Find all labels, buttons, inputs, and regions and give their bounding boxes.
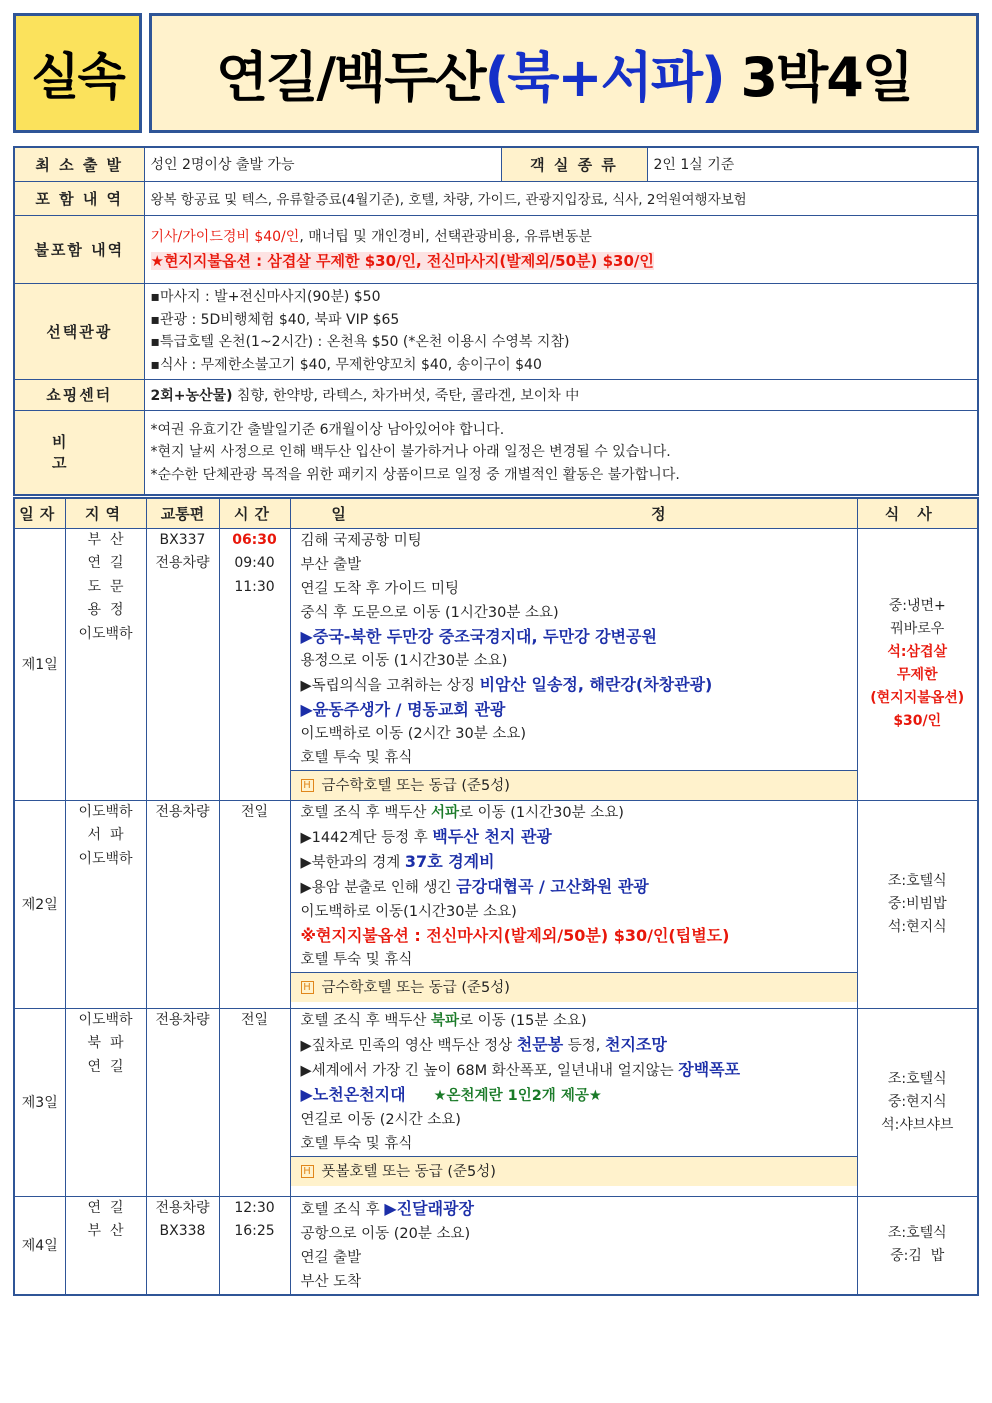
plan-line: 김해 국제공항 미팅 <box>300 532 422 549</box>
region: 연 길 <box>87 555 124 571</box>
title-main: 연길/백두산 <box>216 45 485 109</box>
remark-line: *현지 날씨 사정으로 인해 백두산 입산이 불가하거나 아래 일정은 변경될 수 있습니다. <box>150 444 671 460</box>
plan-line <box>291 673 857 698</box>
region: 이도백하 <box>78 850 133 867</box>
plan-option: ※현지지불옵션 : 전신마사지(발제외/50분) $30/인(팁별도) <box>300 925 730 945</box>
plan-text: 호텔 조식 후 백두산 <box>300 1012 431 1029</box>
region-cell <box>65 800 146 1008</box>
plan-line: 이도백하로 이동(1시간30분 소요) <box>300 903 517 920</box>
plan-line: 부산 도착 <box>300 1273 362 1290</box>
region: 부 산 <box>87 531 124 548</box>
min-departure-value: 성인 2명이상 출발 가능 <box>144 147 501 181</box>
hotel-name: 금수학호텔 또는 동급 (준5성) <box>321 979 510 996</box>
meal-option: 무제한 <box>896 667 938 683</box>
plan-highlight: 장백폭포 <box>678 1059 741 1079</box>
included-label: 포 함 내 역 <box>14 181 144 215</box>
transport: 전용차량 <box>155 1199 210 1216</box>
meal: 조:호텔식 <box>887 872 947 889</box>
plan-line: 호텔 투숙 및 휴식 <box>300 951 413 968</box>
min-departure-label: 최 소 출 발 <box>14 147 144 181</box>
page-title <box>149 13 979 133</box>
optional-item: ▪식사 : 무제한소불고기 $40, 무제한양꼬치 $40, 송이구이 $40 <box>150 356 542 373</box>
plan-text: 로 이동 (15분 소요) <box>459 1012 587 1029</box>
hotel-icon: H <box>301 779 314 792</box>
hotel-icon: H <box>301 981 314 994</box>
plan-line <box>291 1083 857 1108</box>
plan-line: 연길로 이동 (2시간 소요) <box>300 1111 461 1128</box>
plan-cell <box>290 1008 857 1196</box>
transport-cell <box>146 800 219 1008</box>
region: 북 파 <box>87 1035 124 1051</box>
meal: 조:호텔식 <box>887 1225 947 1242</box>
plan-text: ▶세계에서 가장 긴 높이 68M 화산폭포, 일년내내 얼지않는 <box>300 1062 679 1079</box>
meal-cell <box>857 528 978 800</box>
time-cell <box>219 1196 290 1295</box>
transport: 전용차량 <box>155 1011 210 1028</box>
meal-cell <box>857 1008 978 1196</box>
region: 이도백하 <box>78 803 133 820</box>
region-cell <box>65 1008 146 1196</box>
transport-cell <box>146 1196 219 1295</box>
excluded-label: 불포함 내역 <box>14 215 144 283</box>
shopping-value <box>144 379 978 410</box>
time: 09:40 <box>234 555 275 571</box>
day-row <box>14 1196 978 1295</box>
meal: 석:현지식 <box>887 918 947 935</box>
plan-text: 로 이동 (1시간30분 소요) <box>459 804 624 821</box>
remark-line: *여권 유효기간 출발일기준 6개월이상 남아있어야 합니다. <box>150 421 505 438</box>
transport-cell <box>146 528 219 800</box>
plan-line <box>291 850 857 875</box>
info-table <box>13 146 979 496</box>
title-duration: 3박4일 <box>740 45 912 109</box>
header-day: 일자 <box>14 498 65 528</box>
plan-cell <box>290 1196 857 1295</box>
plan-highlight: 천지조망 <box>605 1034 667 1054</box>
optional-item: ▪관광 : 5D비행체험 $40, 북파 VIP $65 <box>150 311 400 328</box>
tag-badge <box>13 13 142 133</box>
plan-line: 호텔 투숙 및 휴식 <box>300 1135 413 1152</box>
meal: 조:호텔식 <box>887 1070 947 1087</box>
meal: 중:현지식 <box>887 1093 947 1110</box>
time: 전일 <box>240 803 269 820</box>
region: 연 길 <box>87 1199 124 1216</box>
day-row <box>14 1008 978 1196</box>
region-cell <box>65 1196 146 1295</box>
meal: 꿔바로우 <box>890 621 945 637</box>
day-label: 제4일 <box>14 1196 65 1295</box>
plan-highlight: 천문봉 <box>516 1034 564 1054</box>
plan-line: 호텔 투숙 및 휴식 <box>300 749 413 766</box>
remarks <box>144 410 978 495</box>
local-option: ★현지지불옵션 : 삼겹살 무제한 $30/인, 전신마사지(발제외/50분) $30/인 <box>150 251 654 270</box>
shopping-label: 쇼핑센터 <box>14 379 144 410</box>
meal: 석:샤브샤브 <box>881 1116 954 1133</box>
plan-cell <box>290 800 857 1008</box>
time: 11:30 <box>234 578 275 595</box>
optional-item: ▪마사지 : 발+전신마사지(90분) $50 <box>150 289 381 305</box>
time: 12:30 <box>234 1199 275 1216</box>
time-cell <box>219 1008 290 1196</box>
plan-text: ▶독립의식을 고취하는 상징 <box>300 677 480 694</box>
plan-text: ▶1442계단 등정 후 <box>300 829 433 846</box>
region: 이도백하 <box>78 625 133 642</box>
meal-option: $30/인 <box>893 713 942 729</box>
shopping-count: 2회+농산물) <box>150 387 233 404</box>
flight-number: BX338 <box>159 1223 206 1239</box>
header-region: 지역 <box>65 498 146 528</box>
plan-cell <box>290 528 857 800</box>
header-plan: 일 정 <box>290 498 857 528</box>
time: 전일 <box>240 1011 269 1028</box>
region: 서 파 <box>87 827 124 843</box>
plan-highlight: ▶진달래광장 <box>384 1198 474 1218</box>
plan-text: 호텔 조식 후 백두산 <box>300 804 431 821</box>
flight-number: BX337 <box>159 531 206 548</box>
transport-cell <box>146 1008 219 1196</box>
plan-highlight: ▶윤동주생가 / 명동교회 관광 <box>300 699 506 719</box>
optional-tours <box>144 283 978 379</box>
header-time: 시간 <box>219 498 290 528</box>
plan-line <box>291 825 857 850</box>
region: 이도백하 <box>78 1011 133 1028</box>
plan-highlight: ▶중국-북한 두만강 중조국경지대, 두만강 강변공원 <box>300 626 657 646</box>
plan-highlight: 비암산 일송정, 해란강(차창관광) <box>479 674 713 694</box>
schedule-table <box>13 497 979 1296</box>
plan-line <box>291 1009 857 1033</box>
plan-line <box>291 1197 857 1222</box>
plan-line <box>291 1033 857 1058</box>
remark-line: *순수한 단체관광 목적을 위한 패키지 상품이므로 일정 중 개별적인 활동은 불가합니다. <box>150 466 680 483</box>
excluded-rest: , 매너팁 및 개인경비, 선택관광비용, 유류변동분 <box>299 228 592 245</box>
plan-bonus: ★온천계란 1인2개 제공★ <box>433 1087 602 1104</box>
plan-highlight: 금강대협곡 / 고산화원 관광 <box>456 876 649 896</box>
meal: 중:냉면+ <box>888 598 946 614</box>
region: 연 길 <box>87 1058 124 1075</box>
plan-highlight: 백두산 천지 관광 <box>432 826 552 846</box>
day-row <box>14 800 978 1008</box>
plan-line: 용정으로 이동 (1시간30분 소요) <box>300 652 508 669</box>
header-transport: 교통편 <box>146 498 219 528</box>
plan-line: 부산 출발 <box>300 556 362 573</box>
remarks-label: 비 고 <box>14 410 144 495</box>
plan-line <box>291 875 857 900</box>
region: 용 정 <box>87 602 124 618</box>
day-label: 제3일 <box>14 1008 65 1196</box>
excluded-value <box>144 215 978 283</box>
optional-label: 선택관광 <box>14 283 144 379</box>
hotel-line <box>291 770 857 800</box>
meal-cell <box>857 1196 978 1295</box>
meal-option: (현지지불옵션) <box>870 690 965 706</box>
included-value: 왕복 항공료 및 텍스, 유류할증료(4월기준), 호텔, 차량, 가이드, 관광지입장료, 식사, 2억원여행자보험 <box>144 181 978 215</box>
plan-highlight: 37호 경계비 <box>404 851 495 871</box>
meal: 중:비빔밥 <box>887 895 947 912</box>
header-meal: 식사 <box>857 498 978 528</box>
plan-line <box>291 1058 857 1083</box>
shopping-items: 침향, 한약방, 라텍스, 차가버섯, 죽탄, 콜라겐, 보이차 中 <box>232 387 580 404</box>
title-region: (북+서파) <box>484 45 724 109</box>
plan-line: 연길 도착 후 가이드 미팅 <box>300 580 460 597</box>
plan-highlight: 서파 <box>431 804 460 821</box>
day-label: 제1일 <box>14 528 65 800</box>
plan-text: ▶용암 분출로 인해 생긴 <box>300 879 457 896</box>
plan-line: 중식 후 도문으로 이동 (1시간30분 소요) <box>300 604 559 621</box>
meal: 중:김 밥 <box>890 1248 945 1265</box>
time: 06:30 <box>232 531 277 548</box>
hotel-name: 풋볼호텔 또는 동급 (준5성) <box>321 1163 496 1180</box>
transport: 전용차량 <box>155 555 210 571</box>
plan-line: 이도백하로 이동 (2시간 30분 소요) <box>300 725 527 742</box>
plan-text: ▶북한과의 경계 <box>300 854 405 871</box>
plan-highlight: ▶노천온천지대 <box>300 1084 406 1104</box>
plan-highlight: 북파 <box>431 1012 460 1029</box>
guide-fee: 기사/가이드경비 $40/인 <box>150 228 300 245</box>
day-row <box>14 528 978 800</box>
plan-line <box>291 801 857 825</box>
time: 16:25 <box>234 1223 275 1239</box>
meal-option: 석:삼겹살 <box>887 644 948 660</box>
region-cell <box>65 528 146 800</box>
hotel-line <box>291 972 857 1002</box>
plan-text: ▶짚차로 민족의 영산 백두산 정상 <box>300 1037 517 1054</box>
region: 부 산 <box>87 1223 124 1239</box>
meal-cell <box>857 800 978 1008</box>
plan-text: 등정, <box>563 1037 606 1054</box>
plan-line: 연길 출발 <box>300 1249 362 1266</box>
room-type-label: 객 실 종 류 <box>501 147 647 181</box>
hotel-line <box>291 1156 857 1186</box>
optional-item: ▪특급호텔 온천(1~2시간) : 온천욕 $50 (*온천 이용시 수영복 지참) <box>150 334 570 350</box>
plan-text: 호텔 조식 후 <box>300 1201 385 1218</box>
tag-label: 실속 <box>31 48 124 106</box>
time-cell <box>219 528 290 800</box>
hotel-icon: H <box>301 1165 314 1178</box>
region: 도 문 <box>87 578 124 595</box>
transport: 전용차량 <box>155 803 210 820</box>
time-cell <box>219 800 290 1008</box>
plan-line: 공항으로 이동 (20분 소요) <box>300 1225 471 1242</box>
room-type-value: 2인 1실 기준 <box>647 147 978 181</box>
hotel-name: 금수학호텔 또는 동급 (준5성) <box>321 777 510 794</box>
day-label: 제2일 <box>14 800 65 1008</box>
